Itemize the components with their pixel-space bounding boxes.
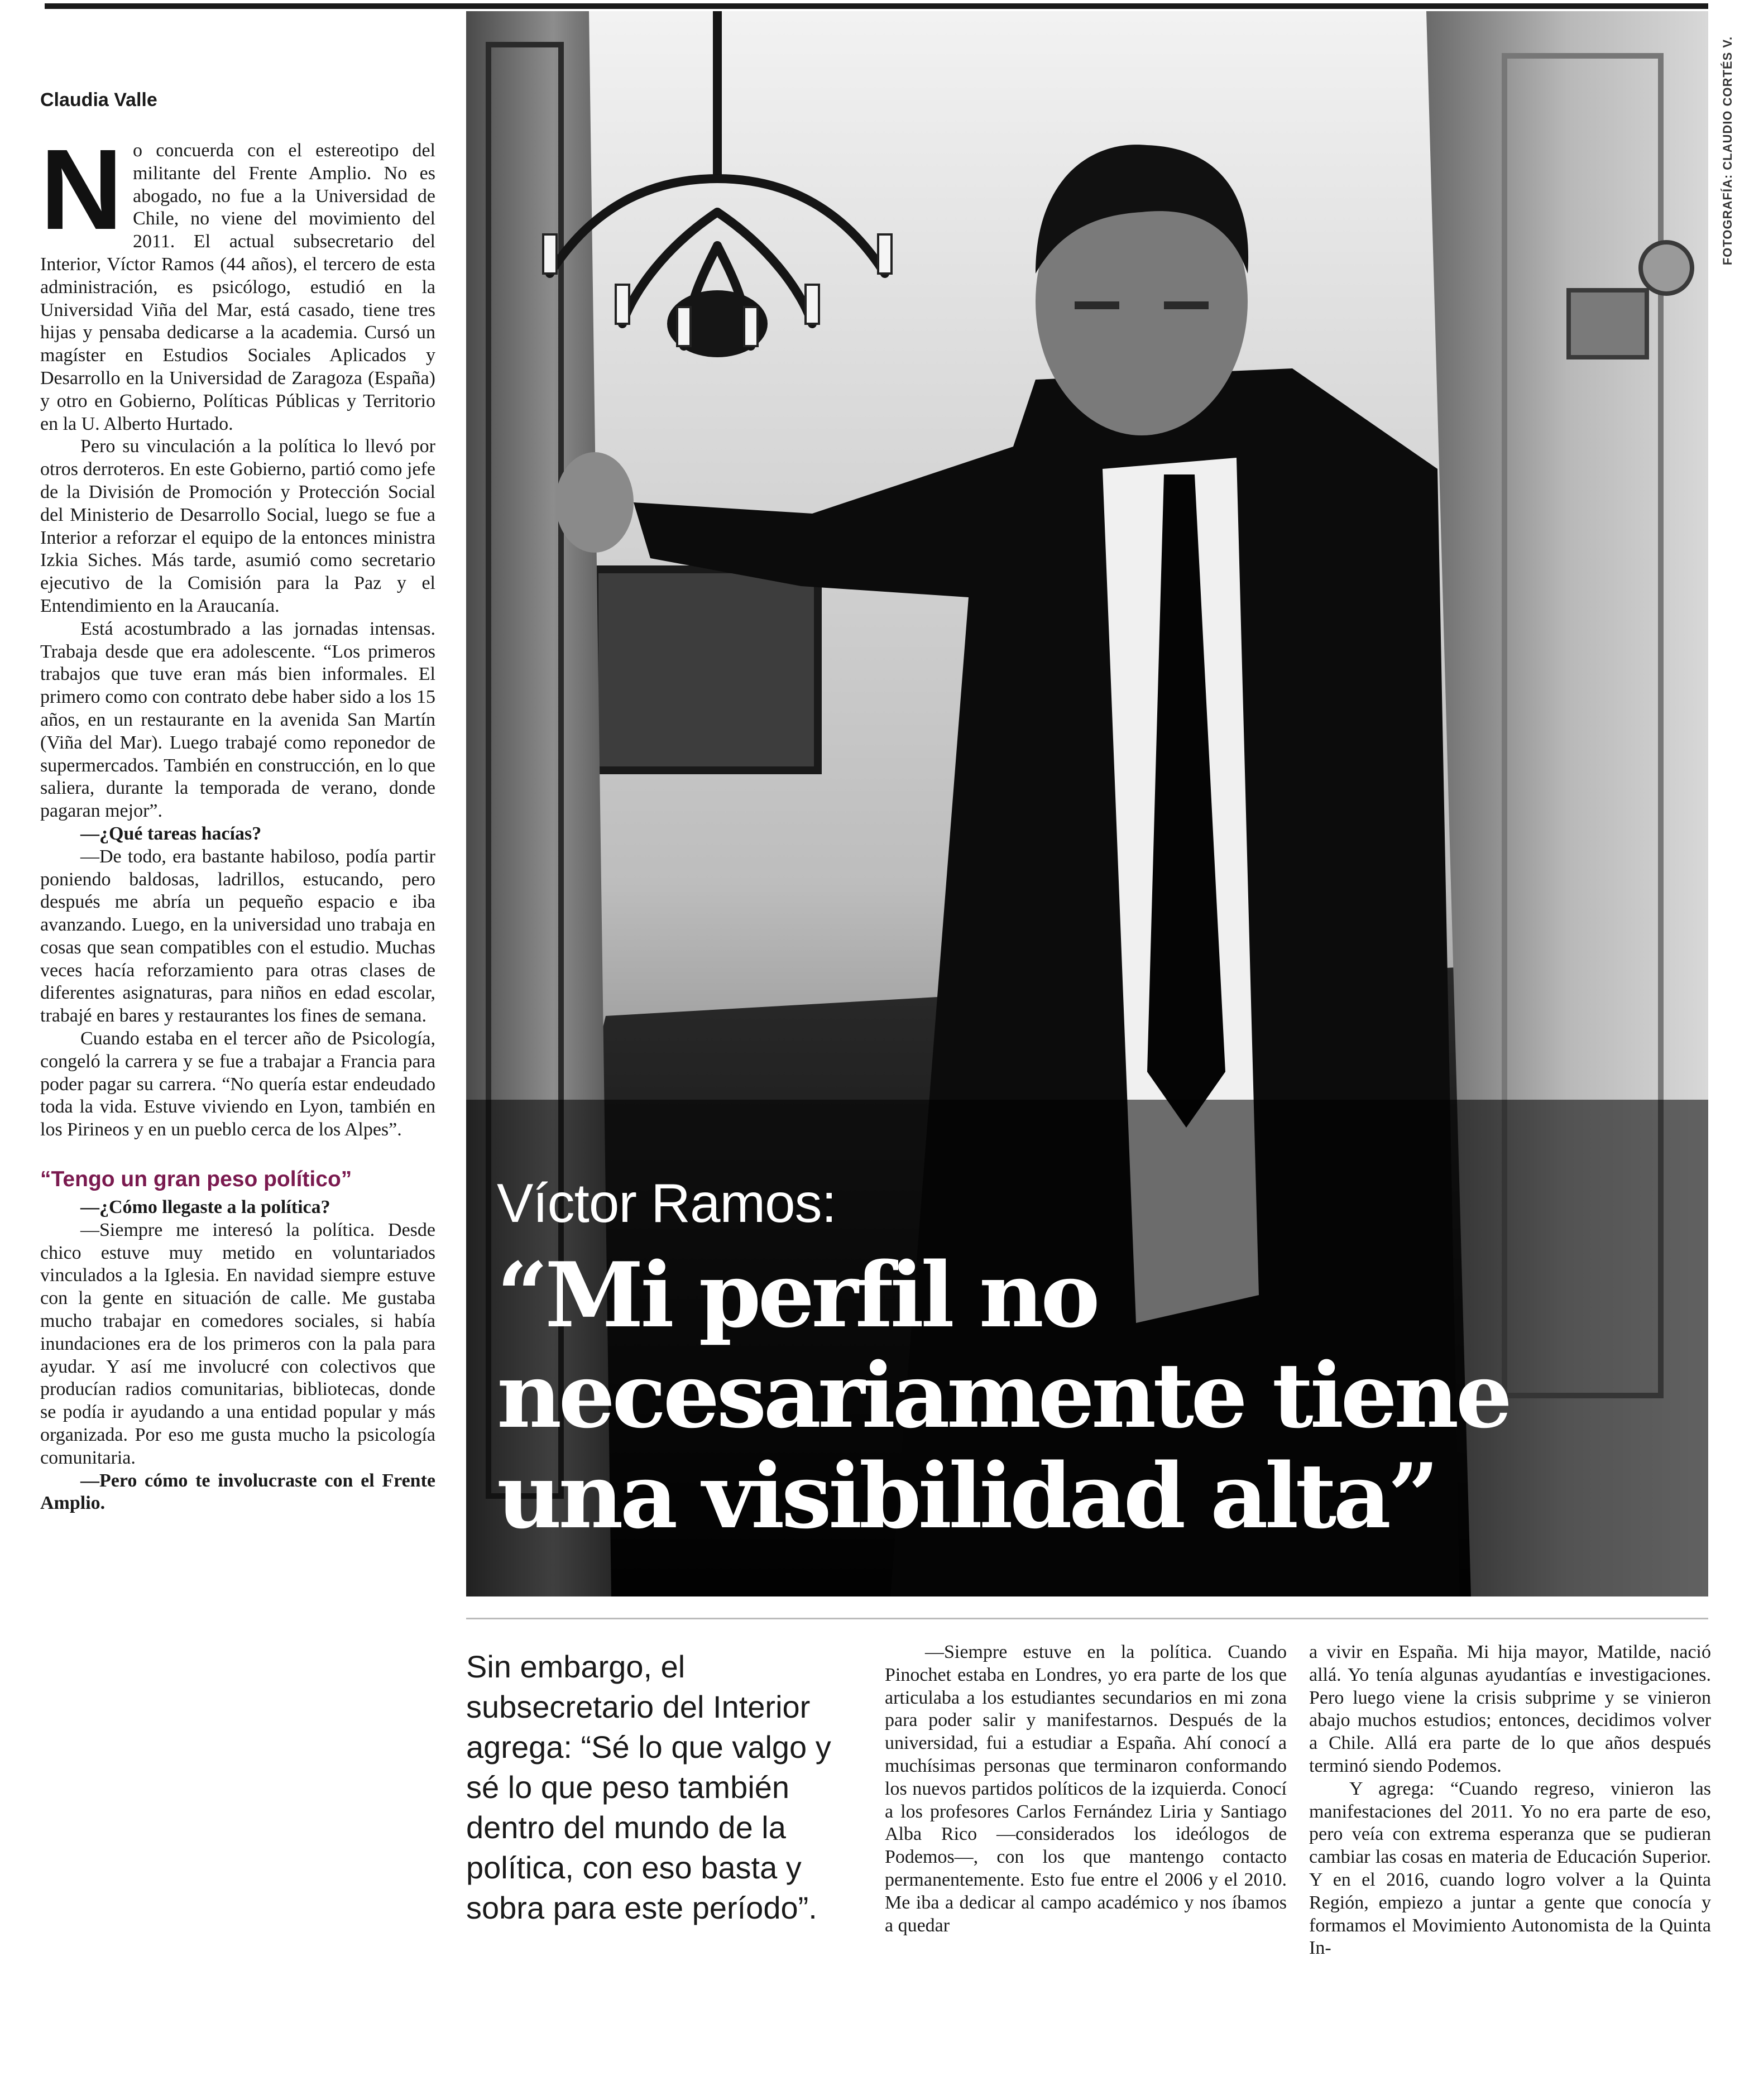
- paragraph: Y agrega: “Cuando regreso, vinieron las manifestaciones del 2011. Yo no era parte de eso, pero veía con extrema esperanza que se pudieran cambiar las cosas en materia de Educación Superior. Y en el 2016, cuando logro volver a la Quinta Región, empiezo a juntar a gente que conocía y formamos el Movimiento Autonomista de la Quinta In-: [1309, 1778, 1711, 1959]
- paragraph: Está acostumbrado a las jornadas intensas. Trabaja desde que era adolescente. “Los primeros trabajos que tuve eran más bien informales. El primero como con contrato debe haber sido a los 15 años, en un restaurante en la avenida San Martín (Viña del Mar). Luego trabajé como reponedor de supermercados. También en construcción, en lo que saliera, durante la temporada de verano, donde pagaran mejor”.: [40, 618, 435, 822]
- photo-credit: FOTOGRAFÍA: CLAUDIO CORTÉS V.: [1721, 36, 1734, 266]
- headline: “Mi perfil no necesariamente tiene una visibilidad alta”: [497, 1243, 1509, 1548]
- top-rule: [45, 3, 1708, 9]
- interview-question: —¿Qué tareas hacías?: [80, 823, 262, 844]
- paragraph: a vivir en España. Mi hija mayor, Matilde, nació allá. Yo tenía algunas ayudantías e investigaciones. Pero luego viene la crisis subprime y se vinieron abajo muchos estudios; entonces, decidimos volver a Chile. Allá era parte de lo que años después terminó siendo Podemos.: [1309, 1642, 1711, 1776]
- section-rule: [466, 1618, 1708, 1619]
- lead-paragraph: No concuerda con el estereotipo del militante del Frente Amplio. No es abogado, no fue a la Universidad de Chile, no viene del movimiento del 2011. El actual subsecretario del Interior, Víctor Ramos (44 años), el tercero de esta administración, es psicólogo, estudió en la Universidad Viña del Mar, está casado, tiene tres hijas y pensaba dedicarse a la academia. Cursó un magíster en Estudios Sociales Aplicados y Desarrollo en la Universidad de Zaragoza (España) y otro en Gobierno, Políticas Públicas y Territorio en la U. Alberto Hurtado.: [40, 140, 435, 434]
- kicker: Víctor Ramos:: [497, 1172, 836, 1234]
- title-block: [497, 1172, 1697, 1546]
- interview-answer: —De todo, era bastante habiloso, podía partir poniendo baldosas, ladrillos, estucando, pero después me abría un pequeño espacio e iba avanzando. Luego, en la universidad uno trabaja en cosas que sean compatibles con el estudio. Muchas veces hacía reforzamiento para otras clases de diferentes asignaturas, para niños en edad escolar, trabajé en bares y restaurantes los fines de semana.: [40, 846, 435, 1027]
- section-subhead: “Tengo un gran peso político”: [40, 1167, 352, 1192]
- interview-answer: —Siempre me interesó la política. Desde chico estuve muy metido en voluntariados vinculados a la Iglesia. En navidad siempre estuve con la gente en situación de calle. Me gustaba mucho trabajar en comedores sociales, si había inundaciones era de los primeros con la pala para ayudar. Y así me involucré con colectivos que producían radios comunitarias, bibliotecas, donde se podía ir ayudando a una entidad popular y más organizada. Por eso me gusta mucho la psicología comunitaria.: [40, 1219, 435, 1468]
- paragraph: Pero su vinculación a la política lo llevó por otros derroteros. En este Gobierno, partió como jefe de la División de Promoción y Protección Social del Ministerio de Desarrollo Social, luego se fue a Interior a reforzar el equipo de la entonces ministra Izkia Siches. Más tarde, asumió como secretario ejecutivo de la Comisión para la Paz y el Entendimiento en la Araucanía.: [40, 436, 435, 616]
- body-column-3: [885, 1641, 1287, 2082]
- paragraph: —Siempre estuve en la política. Cuando Pinochet estaba en Londres, yo era parte de los que articulaba a los estudiantes secundarios en mi zona para poder salir y manifestarnos. Después de la universidad, fui a estudiar a España. Ahí conocí a muchísimas personas que terminaron conformando los nuevos partidos políticos de la izquierda. Conocí a los profesores Carlos Fernández Liria y Santiago Alba Rico —considerados los ideólogos de Podemos—, con los que mantengo contacto permanentemente. Esto fue entre el 2006 y el 2010. Me iba a dedicar al campo académico y nos íbamos a quedar: [885, 1642, 1287, 1936]
- drop-cap: N: [40, 140, 123, 253]
- interview-question: —Pero cómo te involucraste con el Frente Amplio.: [40, 1470, 435, 1514]
- left-column: [40, 140, 435, 2093]
- interview-question: —¿Cómo llegaste a la política?: [80, 1197, 330, 1218]
- pull-quote: Sin embargo, el subsecretario del Interior agrega: “Sé lo que valgo y sé lo que peso también dentro del mundo de la política, con eso basta y sobra para este período”.: [466, 1649, 831, 1925]
- body-column-4: [1309, 1641, 1711, 2082]
- byline: Claudia Valle: [40, 89, 157, 111]
- paragraph: Cuando estaba en el tercer año de Psicología, congeló la carrera y se fue a trabajar a Francia para poder pagar su carrera. “No quería estar endeudado toda la vida. Estuve viviendo en Lyon, también en los Pirineos y en un pueblo cerca de los Alpes”.: [40, 1028, 435, 1140]
